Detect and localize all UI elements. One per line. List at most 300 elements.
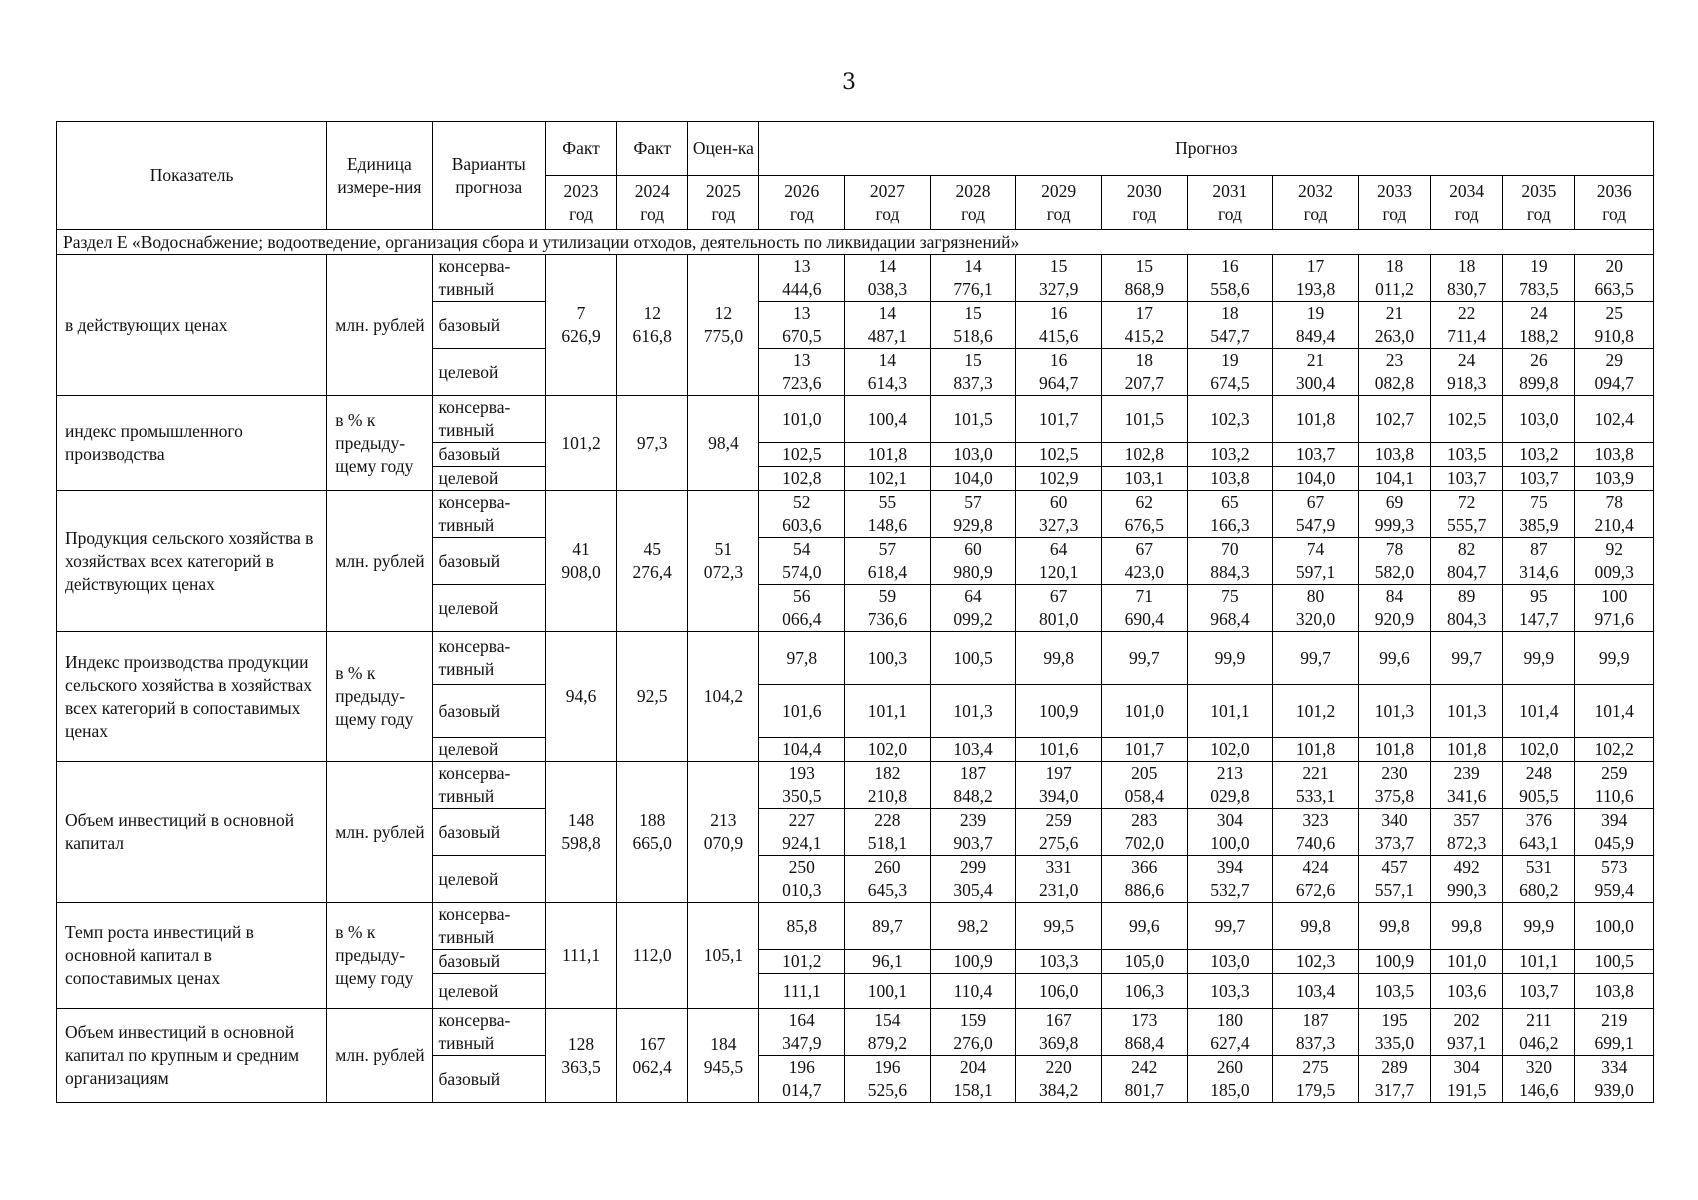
forecast-value: 104,4	[759, 738, 845, 762]
forecast-value: 248 905,5	[1503, 762, 1575, 809]
forecast-value: 15 327,9	[1016, 255, 1102, 302]
forecast-value: 82 804,7	[1431, 538, 1503, 585]
forecast-value: 101,3	[930, 685, 1016, 738]
forecast-value: 99,7	[1187, 903, 1273, 950]
variant-label: целевой	[432, 738, 545, 762]
forecast-value: 18 830,7	[1431, 255, 1503, 302]
forecast-value: 102,0	[1503, 738, 1575, 762]
forecast-value: 18 207,7	[1101, 349, 1187, 396]
forecast-value: 101,8	[1358, 738, 1430, 762]
variant-label: базовый	[432, 538, 545, 585]
forecast-value: 104,1	[1358, 467, 1430, 491]
forecast-value: 357 872,3	[1431, 809, 1503, 856]
forecast-value: 101,5	[1101, 396, 1187, 443]
forecast-value: 102,0	[1187, 738, 1273, 762]
forecast-value: 103,3	[1187, 974, 1273, 1009]
forecast-value: 221 533,1	[1273, 762, 1359, 809]
forecast-value: 13 723,6	[759, 349, 845, 396]
forecast-value: 101,1	[845, 685, 931, 738]
base-value: 94,6	[545, 632, 616, 762]
forecast-value: 219 699,1	[1575, 1009, 1654, 1056]
header-year: 2029 год	[1016, 176, 1102, 230]
forecast-value: 102,5	[759, 443, 845, 467]
forecast-value: 573 959,4	[1575, 856, 1654, 903]
forecast-value: 20 663,5	[1575, 255, 1654, 302]
forecast-value: 65 166,3	[1187, 491, 1273, 538]
forecast-value: 24 918,3	[1431, 349, 1503, 396]
forecast-value: 92 009,3	[1575, 538, 1654, 585]
forecast-value: 14 487,1	[845, 302, 931, 349]
forecast-value: 154 879,2	[845, 1009, 931, 1056]
forecast-value: 103,8	[1358, 443, 1430, 467]
forecast-value: 394 045,9	[1575, 809, 1654, 856]
forecast-value: 159 276,0	[930, 1009, 1016, 1056]
indicator-name: Продукция сельского хозяйства в хозяйствах всех категорий в действующих ценах	[57, 491, 327, 632]
forecast-value: 197 394,0	[1016, 762, 1102, 809]
forecast-value: 54 574,0	[759, 538, 845, 585]
section-title: Раздел Е «Водоснабжение; водоотведение, организация сбора и утилизации отходов, деятельность по ликвидации загрязнений»	[57, 230, 1654, 255]
forecast-value: 21 300,4	[1273, 349, 1359, 396]
base-value: 184 945,5	[688, 1009, 759, 1103]
table-row	[57, 632, 1654, 685]
forecast-value: 16 558,6	[1187, 255, 1273, 302]
forecast-value: 103,7	[1503, 974, 1575, 1009]
variant-label: консерва-тивный	[432, 903, 545, 950]
forecast-value: 100,3	[845, 632, 931, 685]
forecast-value: 227 924,1	[759, 809, 845, 856]
forecast-value: 99,6	[1101, 903, 1187, 950]
base-value: 112,0	[617, 903, 688, 1009]
forecast-value: 99,8	[1431, 903, 1503, 950]
forecast-value: 101,8	[845, 443, 931, 467]
forecast-value: 89 804,3	[1431, 585, 1503, 632]
forecast-value: 211 046,2	[1503, 1009, 1575, 1056]
forecast-value: 101,0	[759, 396, 845, 443]
forecast-value: 101,2	[1273, 685, 1359, 738]
forecast-table	[56, 121, 1654, 1103]
base-value: 92,5	[617, 632, 688, 762]
forecast-value: 213 029,8	[1187, 762, 1273, 809]
forecast-value: 101,8	[1431, 738, 1503, 762]
forecast-value: 99,9	[1575, 632, 1654, 685]
base-value: 105,1	[688, 903, 759, 1009]
forecast-value: 64 120,1	[1016, 538, 1102, 585]
base-value: 111,1	[545, 903, 616, 1009]
forecast-value: 101,0	[1431, 950, 1503, 974]
indicator-name: Объем инвестиций в основной капитал по крупным и средним организациям	[57, 1009, 327, 1103]
indicator-unit: млн. рублей	[327, 1009, 432, 1103]
forecast-value: 173 868,4	[1101, 1009, 1187, 1056]
forecast-value: 14 614,3	[845, 349, 931, 396]
forecast-value: 96,1	[845, 950, 931, 974]
forecast-value: 95 147,7	[1503, 585, 1575, 632]
forecast-value: 59 736,6	[845, 585, 931, 632]
header-year: 2023 год	[545, 176, 616, 230]
forecast-value: 323 740,6	[1273, 809, 1359, 856]
forecast-value: 220 384,2	[1016, 1056, 1102, 1103]
forecast-value: 103,0	[930, 443, 1016, 467]
forecast-value: 289 317,7	[1358, 1056, 1430, 1103]
forecast-value: 103,2	[1187, 443, 1273, 467]
section-row	[57, 230, 1654, 255]
forecast-value: 102,1	[845, 467, 931, 491]
forecast-value: 18 011,2	[1358, 255, 1430, 302]
forecast-value: 101,3	[1431, 685, 1503, 738]
page-number: 3	[842, 70, 856, 95]
variant-label: целевой	[432, 974, 545, 1009]
variant-label: базовый	[432, 1056, 545, 1103]
forecast-value: 102,5	[1431, 396, 1503, 443]
forecast-value: 100,5	[930, 632, 1016, 685]
forecast-value: 110,4	[930, 974, 1016, 1009]
forecast-value: 106,0	[1016, 974, 1102, 1009]
forecast-value: 101,4	[1575, 685, 1654, 738]
forecast-value: 101,6	[759, 685, 845, 738]
forecast-value: 101,2	[759, 950, 845, 974]
forecast-value: 21 263,0	[1358, 302, 1430, 349]
header-year: 2025 год	[688, 176, 759, 230]
forecast-value: 56 066,4	[759, 585, 845, 632]
forecast-value: 72 555,7	[1431, 491, 1503, 538]
forecast-value: 103,0	[1503, 396, 1575, 443]
forecast-value: 102,4	[1575, 396, 1654, 443]
forecast-value: 101,6	[1016, 738, 1102, 762]
header-year: 2024 год	[617, 176, 688, 230]
header-year: 2034 год	[1431, 176, 1503, 230]
header-year: 2027 год	[845, 176, 931, 230]
forecast-value: 99,5	[1016, 903, 1102, 950]
forecast-value: 239 903,7	[930, 809, 1016, 856]
base-value: 128 363,5	[545, 1009, 616, 1103]
variant-label: консерва-тивный	[432, 491, 545, 538]
forecast-value: 25 910,8	[1575, 302, 1654, 349]
forecast-value: 100,4	[845, 396, 931, 443]
indicator-unit: в % к предыду-щему году	[327, 632, 432, 762]
forecast-value: 340 373,7	[1358, 809, 1430, 856]
forecast-value: 104,0	[1273, 467, 1359, 491]
forecast-value: 187 837,3	[1273, 1009, 1359, 1056]
forecast-value: 103,8	[1575, 443, 1654, 467]
forecast-value: 492 990,3	[1431, 856, 1503, 903]
variant-label: базовый	[432, 809, 545, 856]
forecast-value: 57 618,4	[845, 538, 931, 585]
header-fact-1: Факт	[545, 122, 616, 176]
header-year: 2026 год	[759, 176, 845, 230]
table-row	[57, 903, 1654, 950]
forecast-value: 99,9	[1503, 632, 1575, 685]
forecast-value: 103,7	[1503, 467, 1575, 491]
base-value: 97,3	[617, 396, 688, 491]
forecast-value: 64 099,2	[930, 585, 1016, 632]
forecast-value: 75 385,9	[1503, 491, 1575, 538]
forecast-value: 13 444,6	[759, 255, 845, 302]
header-indicator: Показатель	[57, 122, 327, 230]
forecast-value: 57 929,8	[930, 491, 1016, 538]
forecast-value: 60 327,3	[1016, 491, 1102, 538]
forecast-value: 531 680,2	[1503, 856, 1575, 903]
forecast-value: 304 191,5	[1431, 1056, 1503, 1103]
forecast-value: 52 603,6	[759, 491, 845, 538]
forecast-value: 103,5	[1431, 443, 1503, 467]
forecast-value: 104,0	[930, 467, 1016, 491]
forecast-value: 101,8	[1273, 396, 1359, 443]
forecast-value: 19 674,5	[1187, 349, 1273, 396]
forecast-value: 103,6	[1431, 974, 1503, 1009]
base-value: 98,4	[688, 396, 759, 491]
forecast-value: 205 058,4	[1101, 762, 1187, 809]
forecast-value: 250 010,3	[759, 856, 845, 903]
header-year: 2031 год	[1187, 176, 1273, 230]
variant-label: целевой	[432, 585, 545, 632]
indicator-unit: млн. рублей	[327, 762, 432, 903]
forecast-value: 62 676,5	[1101, 491, 1187, 538]
forecast-value: 15 518,6	[930, 302, 1016, 349]
table-row	[57, 491, 1654, 538]
forecast-value: 22 711,4	[1431, 302, 1503, 349]
variant-label: целевой	[432, 349, 545, 396]
header-year: 2033 год	[1358, 176, 1430, 230]
forecast-value: 17 415,2	[1101, 302, 1187, 349]
variant-label: консерва-тивный	[432, 762, 545, 809]
forecast-value: 15 837,3	[930, 349, 1016, 396]
header-year: 2030 год	[1101, 176, 1187, 230]
forecast-value: 99,8	[1273, 903, 1359, 950]
forecast-value: 376 643,1	[1503, 809, 1575, 856]
forecast-value: 85,8	[759, 903, 845, 950]
forecast-value: 101,7	[1101, 738, 1187, 762]
forecast-value: 103,1	[1101, 467, 1187, 491]
forecast-value: 14 776,1	[930, 255, 1016, 302]
forecast-value: 260 645,3	[845, 856, 931, 903]
forecast-value: 17 193,8	[1273, 255, 1359, 302]
forecast-value: 101,8	[1273, 738, 1359, 762]
forecast-value: 164 347,9	[759, 1009, 845, 1056]
forecast-value: 23 082,8	[1358, 349, 1430, 396]
forecast-value: 242 801,7	[1101, 1056, 1187, 1103]
forecast-value: 78 210,4	[1575, 491, 1654, 538]
forecast-value: 29 094,7	[1575, 349, 1654, 396]
header-fact-2: Факт	[617, 122, 688, 176]
base-value: 148 598,8	[545, 762, 616, 903]
forecast-value: 100,1	[845, 974, 931, 1009]
variant-label: консерва-тивный	[432, 396, 545, 443]
forecast-value: 78 582,0	[1358, 538, 1430, 585]
indicator-unit: млн. рублей	[327, 491, 432, 632]
forecast-value: 195 335,0	[1358, 1009, 1430, 1056]
base-value: 45 276,4	[617, 491, 688, 632]
forecast-value: 102,9	[1016, 467, 1102, 491]
forecast-value: 71 690,4	[1101, 585, 1187, 632]
forecast-value: 102,2	[1575, 738, 1654, 762]
forecast-value: 196 014,7	[759, 1056, 845, 1103]
header-year: 2035 год	[1503, 176, 1575, 230]
forecast-value: 99,8	[1016, 632, 1102, 685]
table-row	[57, 762, 1654, 809]
forecast-value: 394 532,7	[1187, 856, 1273, 903]
forecast-value: 24 188,2	[1503, 302, 1575, 349]
forecast-value: 75 968,4	[1187, 585, 1273, 632]
forecast-value: 182 210,8	[845, 762, 931, 809]
forecast-value: 331 231,0	[1016, 856, 1102, 903]
forecast-value: 102,3	[1187, 396, 1273, 443]
base-value: 188 665,0	[617, 762, 688, 903]
forecast-value: 60 980,9	[930, 538, 1016, 585]
forecast-value: 204 158,1	[930, 1056, 1016, 1103]
forecast-value: 13 670,5	[759, 302, 845, 349]
table-row	[57, 1009, 1654, 1056]
forecast-value: 259 275,6	[1016, 809, 1102, 856]
forecast-value: 84 920,9	[1358, 585, 1430, 632]
forecast-value: 101,3	[1358, 685, 1430, 738]
forecast-value: 100 971,6	[1575, 585, 1654, 632]
forecast-value: 102,5	[1016, 443, 1102, 467]
forecast-value: 102,3	[1273, 950, 1359, 974]
forecast-value: 193 350,5	[759, 762, 845, 809]
forecast-value: 70 884,3	[1187, 538, 1273, 585]
forecast-value: 67 423,0	[1101, 538, 1187, 585]
forecast-value: 87 314,6	[1503, 538, 1575, 585]
forecast-value: 101,1	[1187, 685, 1273, 738]
forecast-value: 14 038,3	[845, 255, 931, 302]
forecast-value: 102,8	[1101, 443, 1187, 467]
forecast-value: 26 899,8	[1503, 349, 1575, 396]
forecast-value: 100,5	[1575, 950, 1654, 974]
forecast-value: 100,9	[930, 950, 1016, 974]
forecast-value: 97,8	[759, 632, 845, 685]
indicator-name: индекс промышленного производства	[57, 396, 327, 491]
forecast-value: 239 341,6	[1431, 762, 1503, 809]
table-row	[57, 396, 1654, 443]
forecast-value: 103,9	[1575, 467, 1654, 491]
forecast-value: 19 849,4	[1273, 302, 1359, 349]
base-value: 213 070,9	[688, 762, 759, 903]
forecast-value: 100,9	[1016, 685, 1102, 738]
base-value: 7 626,9	[545, 255, 616, 396]
forecast-value: 100,0	[1575, 903, 1654, 950]
forecast-value: 16 415,6	[1016, 302, 1102, 349]
variant-label: базовый	[432, 443, 545, 467]
variant-label: целевой	[432, 467, 545, 491]
base-value: 104,2	[688, 632, 759, 762]
header-year: 2028 год	[930, 176, 1016, 230]
header-variants: Варианты прогноза	[432, 122, 545, 230]
forecast-value: 102,7	[1358, 396, 1430, 443]
forecast-value: 230 375,8	[1358, 762, 1430, 809]
forecast-value: 101,5	[930, 396, 1016, 443]
forecast-value: 103,4	[930, 738, 1016, 762]
indicator-unit: млн. рублей	[327, 255, 432, 396]
forecast-value: 196 525,6	[845, 1056, 931, 1103]
forecast-value: 80 320,0	[1273, 585, 1359, 632]
forecast-value: 101,7	[1016, 396, 1102, 443]
forecast-value: 67 801,0	[1016, 585, 1102, 632]
forecast-value: 102,8	[759, 467, 845, 491]
base-value: 167 062,4	[617, 1009, 688, 1103]
variant-label: базовый	[432, 685, 545, 738]
indicator-name: в действующих ценах	[57, 255, 327, 396]
forecast-value: 103,5	[1358, 974, 1430, 1009]
forecast-value: 228 518,1	[845, 809, 931, 856]
forecast-value: 69 999,3	[1358, 491, 1430, 538]
base-value: 41 908,0	[545, 491, 616, 632]
forecast-value: 16 964,7	[1016, 349, 1102, 396]
forecast-value: 99,7	[1431, 632, 1503, 685]
forecast-value: 457 557,1	[1358, 856, 1430, 903]
base-value: 12 775,0	[688, 255, 759, 396]
forecast-value: 167 369,8	[1016, 1009, 1102, 1056]
forecast-value: 99,9	[1187, 632, 1273, 685]
forecast-value: 424 672,6	[1273, 856, 1359, 903]
forecast-value: 101,1	[1503, 950, 1575, 974]
variant-label: базовый	[432, 302, 545, 349]
variant-label: целевой	[432, 856, 545, 903]
forecast-value: 202 937,1	[1431, 1009, 1503, 1056]
forecast-value: 105,0	[1101, 950, 1187, 974]
forecast-value: 99,9	[1503, 903, 1575, 950]
forecast-value: 99,8	[1358, 903, 1430, 950]
forecast-value: 99,6	[1358, 632, 1430, 685]
forecast-value: 100,9	[1358, 950, 1430, 974]
forecast-value: 283 702,0	[1101, 809, 1187, 856]
indicator-unit: в % к предыду-щему году	[327, 903, 432, 1009]
header-row-top	[57, 122, 1654, 176]
indicator-name: Объем инвестиций в основной капитал	[57, 762, 327, 903]
indicator-name: Темп роста инвестиций в основной капитал в сопоставимых ценах	[57, 903, 327, 1009]
forecast-value: 18 547,7	[1187, 302, 1273, 349]
forecast-value: 275 179,5	[1273, 1056, 1359, 1103]
forecast-value: 103,3	[1016, 950, 1102, 974]
variant-label: консерва-тивный	[432, 1009, 545, 1056]
forecast-value: 103,2	[1503, 443, 1575, 467]
forecast-value: 299 305,4	[930, 856, 1016, 903]
forecast-value: 74 597,1	[1273, 538, 1359, 585]
forecast-value: 55 148,6	[845, 491, 931, 538]
forecast-value: 103,7	[1431, 467, 1503, 491]
forecast-value: 260 185,0	[1187, 1056, 1273, 1103]
forecast-value: 320 146,6	[1503, 1056, 1575, 1103]
forecast-value: 102,0	[845, 738, 931, 762]
variant-label: консерва-тивный	[432, 255, 545, 302]
forecast-value: 67 547,9	[1273, 491, 1359, 538]
variant-label: консерва-тивный	[432, 632, 545, 685]
forecast-value: 103,8	[1187, 467, 1273, 491]
forecast-value: 180 627,4	[1187, 1009, 1273, 1056]
base-value: 51 072,3	[688, 491, 759, 632]
header-year: 2036 год	[1575, 176, 1654, 230]
forecast-value: 187 848,2	[930, 762, 1016, 809]
header-unit: Единица измере-ния	[327, 122, 432, 230]
forecast-value: 106,3	[1101, 974, 1187, 1009]
forecast-value: 99,7	[1101, 632, 1187, 685]
forecast-value: 19 783,5	[1503, 255, 1575, 302]
forecast-value: 103,8	[1575, 974, 1654, 1009]
table-row	[57, 255, 1654, 302]
forecast-value: 259 110,6	[1575, 762, 1654, 809]
forecast-value: 99,7	[1273, 632, 1359, 685]
forecast-value: 366 886,6	[1101, 856, 1187, 903]
forecast-value: 89,7	[845, 903, 931, 950]
indicator-name: Индекс производства продукции сельского хозяйства в хозяйствах всех категорий в сопоставимых ценах	[57, 632, 327, 762]
forecast-value: 334 939,0	[1575, 1056, 1654, 1103]
forecast-value: 15 868,9	[1101, 255, 1187, 302]
indicator-unit: в % к предыду-щему году	[327, 396, 432, 491]
variant-label: базовый	[432, 950, 545, 974]
header-estimate: Оцен-ка	[688, 122, 759, 176]
forecast-value: 103,4	[1273, 974, 1359, 1009]
forecast-value: 103,0	[1187, 950, 1273, 974]
forecast-value: 103,7	[1273, 443, 1359, 467]
forecast-value: 111,1	[759, 974, 845, 1009]
